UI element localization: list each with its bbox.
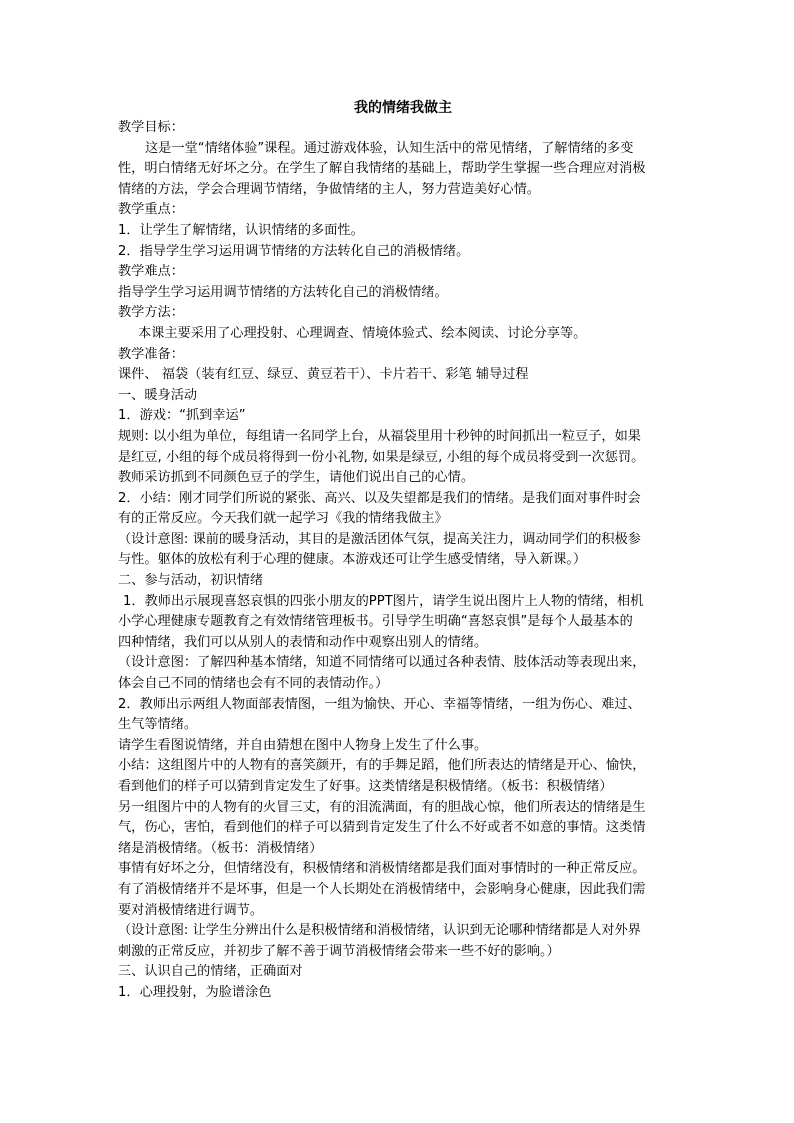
paragraph-line: 性，明白情绪无好坏之分。在学生了解自我情绪的基础上，帮助学生掌握一些合理应对消极 [118, 161, 646, 177]
heading-key-points: 教学重点： [118, 202, 184, 218]
paragraph-line: 看到他们的样子可以猜到肯定发生了好事。这类情绪是积极情绪。（板书：积极情绪） [118, 779, 613, 794]
paragraph-line: 要对消极情绪进行调节。 [118, 902, 264, 918]
list-item: 1．心理投射，为脸谱涂色 [118, 984, 272, 1000]
design-intent-note: （设计意图: 课前的暖身活动，其目的是激活团体气氛，提高关注力，调动同学们的积极参 [118, 531, 641, 547]
paragraph-line: 是红豆, 小组的每个成员将得到一份小礼物, 如果是绿豆, 小组的每个成员将受到一次惩罚。 [118, 449, 645, 465]
heading-methods: 教学方法： [118, 305, 184, 321]
paragraph-line: 四种情绪，我们可以从别人的表情和动作中观察出别人的情绪。 [118, 634, 488, 650]
paragraph-line: 生气等情绪。 [118, 717, 198, 733]
paragraph-line: 请学生看图说情绪，并自由猜想在图中人物身上发生了什么事。 [118, 737, 488, 753]
paragraph-line: 课件、 福袋（装有红豆、绿豆、黄豆若干）、卡片若干、彩笔 辅导过程 [118, 367, 529, 383]
heading-preparation: 教学准备： [118, 346, 184, 362]
document-title: 我的情绪我做主 [354, 100, 452, 116]
paragraph-line: 有的正常反应。今天我们就一起学习《我的情绪我做主》 [118, 511, 448, 527]
paragraph-line: 本课主要采用了心理投射、心理调查、情境体验式、绘本阅读、讨论分享等。 [138, 325, 587, 341]
section-heading: 二、参与活动，初识情绪 [118, 573, 264, 589]
list-item: 1．让学生了解情绪，认识情绪的多面性。 [118, 222, 364, 238]
paragraph-line: 教师采访抓到不同颜色豆子的学生，请他们说出自己的心情。 [118, 470, 475, 486]
paragraph-line: 事情有好坏之分，但情绪没有，积极情绪和消极情绪都是我们面对事情时的一种正常反应。 [118, 861, 646, 877]
paragraph-line: 这是一堂“情绪体验”课程。通过游戏体验，认知生活中的常见情绪，了解情绪的多变 [145, 140, 634, 156]
design-intent-note: （设计意图: 让学生分辨出什么是积极情绪和消极情绪，认识到无论哪种情绪都是人对外界 [118, 923, 641, 939]
paragraph-line: 绪是消极情绪。（板书：消极情绪） [118, 840, 323, 856]
list-item: 1．游戏：“抓到幸运” [118, 408, 246, 424]
paragraph-line: 规则: 以小组为单位，每组请一名同学上台，从福袋里用十秒钟的时间抓出一粒豆子，如果 [118, 428, 641, 444]
paragraph-line: 刺激的正常反应，并初步了解不善于调节消极情绪会带来一些不好的影响。） [118, 943, 560, 959]
paragraph-line: 情绪的方法，学会合理调节情绪，争做情绪的主人，努力营造美好心情。 [118, 181, 540, 197]
paragraph-line: 气，伤心，害怕，看到他们的样子可以猜到肯定发生了什么不好或者不如意的事情。这类情 [118, 820, 646, 836]
list-item: 2．教师出示两组人物面部表情图，一组为愉快、开心、幸福等情绪，一组为伤心、难过、 [118, 696, 641, 712]
paragraph-line: 有了消极情绪并不是坏事，但是一个人长期处在消极情绪中，会影响身心健康，因此我们需 [118, 881, 646, 897]
design-intent-note: （设计意图：了解四种基本情绪，知道不同情绪可以通过各种表情、肢体活动等表现出来， [118, 655, 646, 671]
paragraph-line: 体会自己不同的情绪也会有不同的表情动作。） [118, 676, 389, 692]
heading-difficulties: 教学难点： [118, 264, 184, 280]
paragraph-line: 指导学生学习运用调节情绪的方法转化自己的消极情绪。 [118, 284, 448, 300]
list-item: 2．小结：刚才同学们所说的紧张、高兴、以及失望都是我们的情绪。是我们面对事件时会 [118, 490, 641, 506]
paragraph-line: 小学心理健康专题教育之有效情绪管理板书。引导学生明确“喜怒哀惧”是每个人最基本的 [118, 614, 633, 630]
document-page [118, 98, 688, 1004]
paragraph-line: 小结：这组图片中的人物有的喜笑颜开，有的手舞足蹈，他们所表达的情绪是开心、愉快， [118, 758, 646, 774]
section-heading: 三、认识自己的情绪，正确面对 [118, 964, 303, 980]
list-item: 2．指导学生学习运用调节情绪的方法转化自己的消极情绪。 [118, 243, 470, 259]
paragraph-line: 与性。躯体的放松有利于心理的健康。本游戏还可让学生感受情绪，导入新课。） [118, 552, 587, 568]
heading-teaching-goals: 教学目标： [118, 120, 184, 135]
section-heading: 一、暖身活动 [118, 387, 198, 403]
paragraph-line: 另一组图片中的人物有的火冒三丈，有的泪流满面，有的胆战心惊，他们所表达的情绪是生 [118, 799, 646, 815]
list-item: 1．教师出示展现喜怒哀惧的四张小朋友的PPT图片，请学生说出图片上人物的情绪，相机 [123, 593, 644, 609]
